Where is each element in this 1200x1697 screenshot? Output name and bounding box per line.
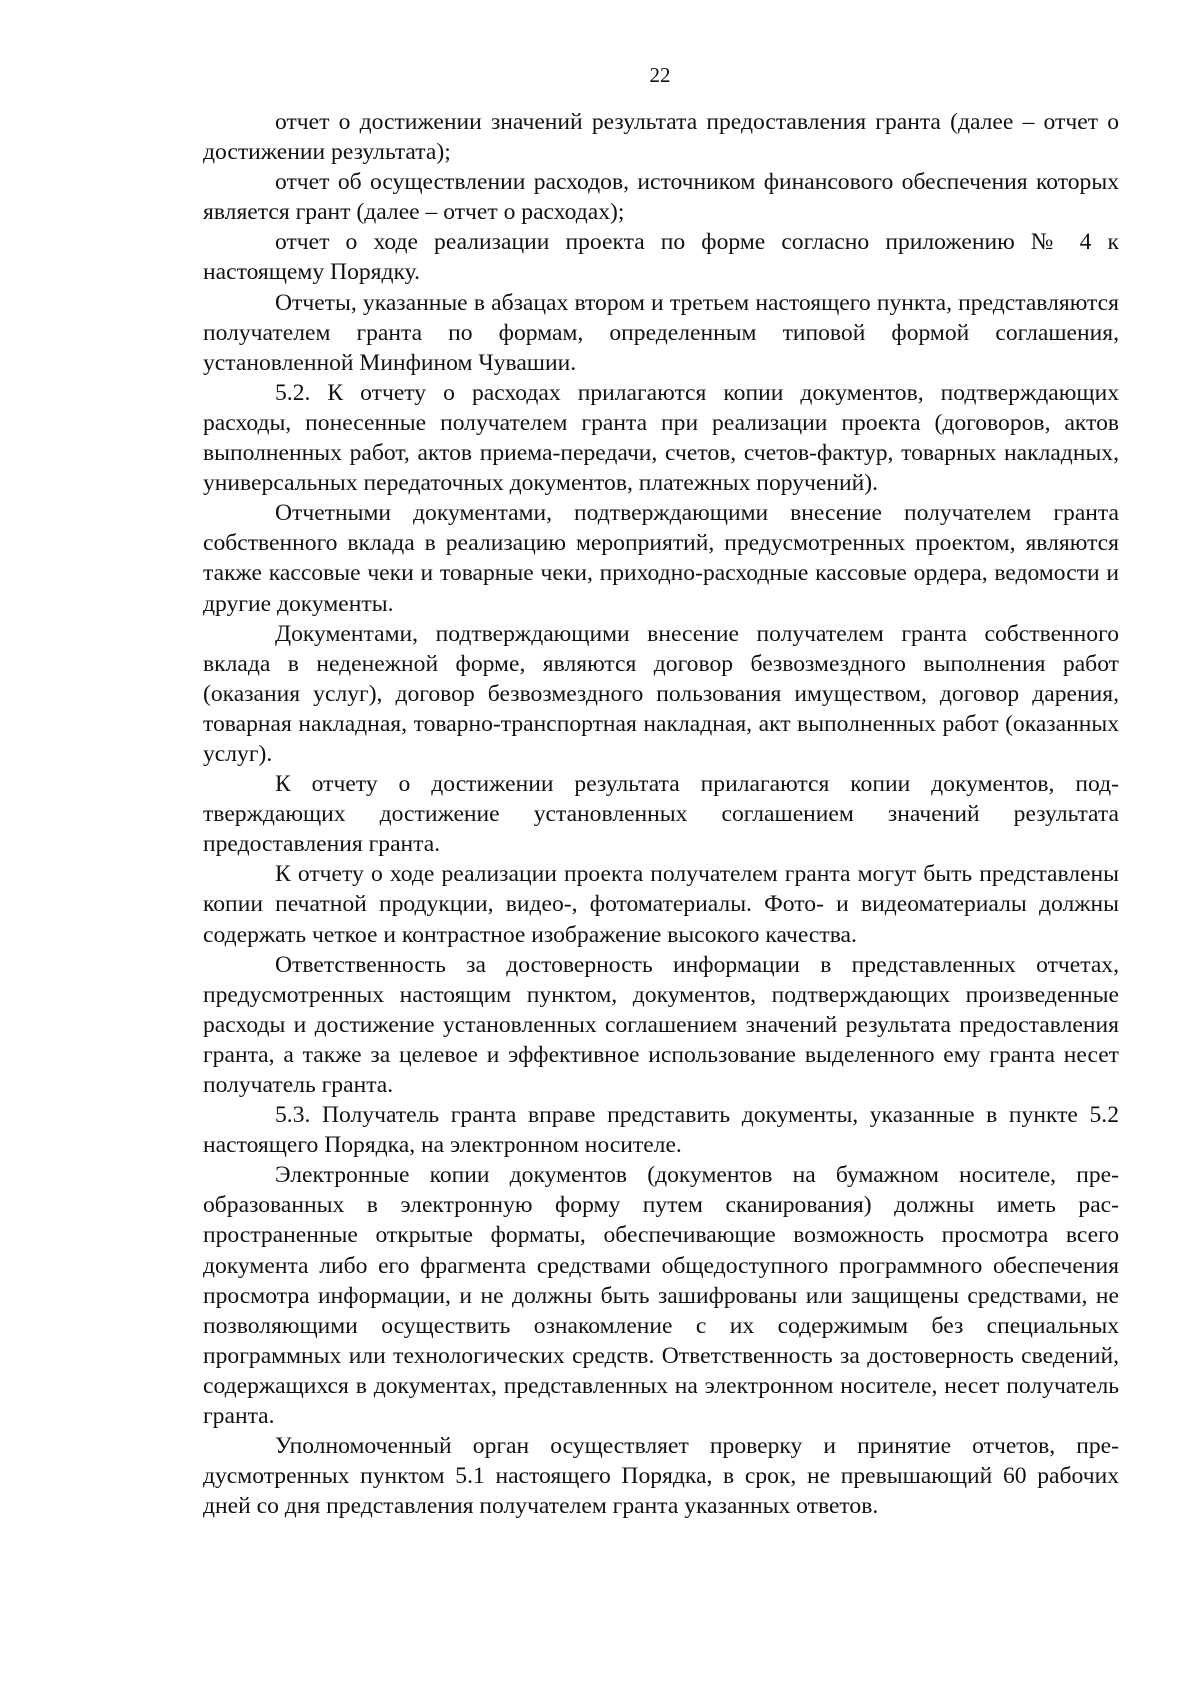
paragraph-non-monetary-contribution: Документами, подтверждающими внесение получателем гранта собственного вклада в неденежной форме, являются договор безвозмездного выполнения работ (оказания услуг), договор безвозмездного пользования имуществом, договор дарения, товарная накладная, товарно-транспортная накладная, акт выполненных работ (оказанных услуг).	[203, 620, 1119, 767]
paragraph-electronic-copies: Электронные копии документов (документов на бумажном носителе, преобразованных в электронную форму путем сканирования) должны иметь распространенные открытые форматы, обеспечивающие возможность просмотра всего документа либо его фрагмента средствами общедоступного программного обеспечения просмотра информации, и не должны быть зашифрованы или защищены средствами, не позволяющими осуществить ознакомление с их содержимым без специальных программных или технологических средств. Ответственность за достоверность сведений, содержащихся в документах, представленных на электронном носителе, несет получатель гранта.	[203, 1162, 1119, 1430]
paragraph-own-contribution-documents: Отчетными документами, подтверждающими внесение получателем гранта собственного вклада в реализацию мероприятий, предусмотренных проектом, являются также кассовые чеки и товарные чеки, приходно-расходные кассовые ордера, ведомости и другие документы.	[203, 500, 1119, 617]
paragraph-report-expenses: отчет об осуществлении расходов, источником финансового обеспечения которых является грант (далее – отчет о расходах);	[203, 169, 1119, 226]
paragraph-report-review: Уполномоченный орган осуществляет проверку и принятие отчетов, предусмотренных пунктом 5.1 настоящего Порядка, в срок, не превышающий 60 рабочих дней со дня представления получателем гранта указанных ответов.	[203, 1433, 1119, 1520]
paragraph-report-forms: Отчеты, указанные в абзацах втором и третьем настоящего пункта, представляются получателем гранта по формам, определенным типовой формой соглашения, установленной Минфином Чувашии.	[203, 289, 1119, 376]
paragraph-responsibility: Ответственность за достоверность информации в представленных отчетах, предусмотренных настоящим пунктом, документов, подтверждающих произведенные расходы и достижение установленных соглашением значений результата предоставления гранта, а также за целевое и эффективное использование выделенного ему гранта несет получатель гранта.	[203, 951, 1119, 1098]
paragraph-section-5-3: 5.3. Получатель гранта вправе представить документы, указанные в пункте 5.2 настоящего Порядка, на электронном носителе.	[203, 1102, 1119, 1159]
page-number: 22	[649, 63, 671, 87]
paragraph-report-progress: отчет о ходе реализации проекта по форме согласно приложению № 4 к настоящему Порядку.	[203, 229, 1119, 286]
paragraph-result-report-attachments: К отчету о достижении результата прилагаются копии документов, подтверждающих достижение установленных соглашением значений результата предоставления гранта.	[203, 771, 1119, 858]
document-body	[203, 107, 1119, 1521]
paragraph-section-5-2: 5.2. К отчету о расходах прилагаются копии документов, подтверждающих расходы, понесенные получателем гранта при реализации проекта (договоров, актов выполненных работ, актов приема-передачи, счетов, счетов-фактур, товарных накладных, универсальных передаточных документов, платежных поручений).	[203, 379, 1119, 497]
paragraph-report-result: отчет о достижении значений результата предоставления гранта (далее – отчет о достижении результата);	[203, 109, 1119, 166]
paragraph-progress-report-materials: К отчету о ходе реализации проекта получателем гранта могут быть представлены копии печатной продукции, видео-, фотоматериалы. Фото- и видеоматериалы должны содержать четкое и контрастное изображение высокого качества.	[203, 861, 1119, 948]
